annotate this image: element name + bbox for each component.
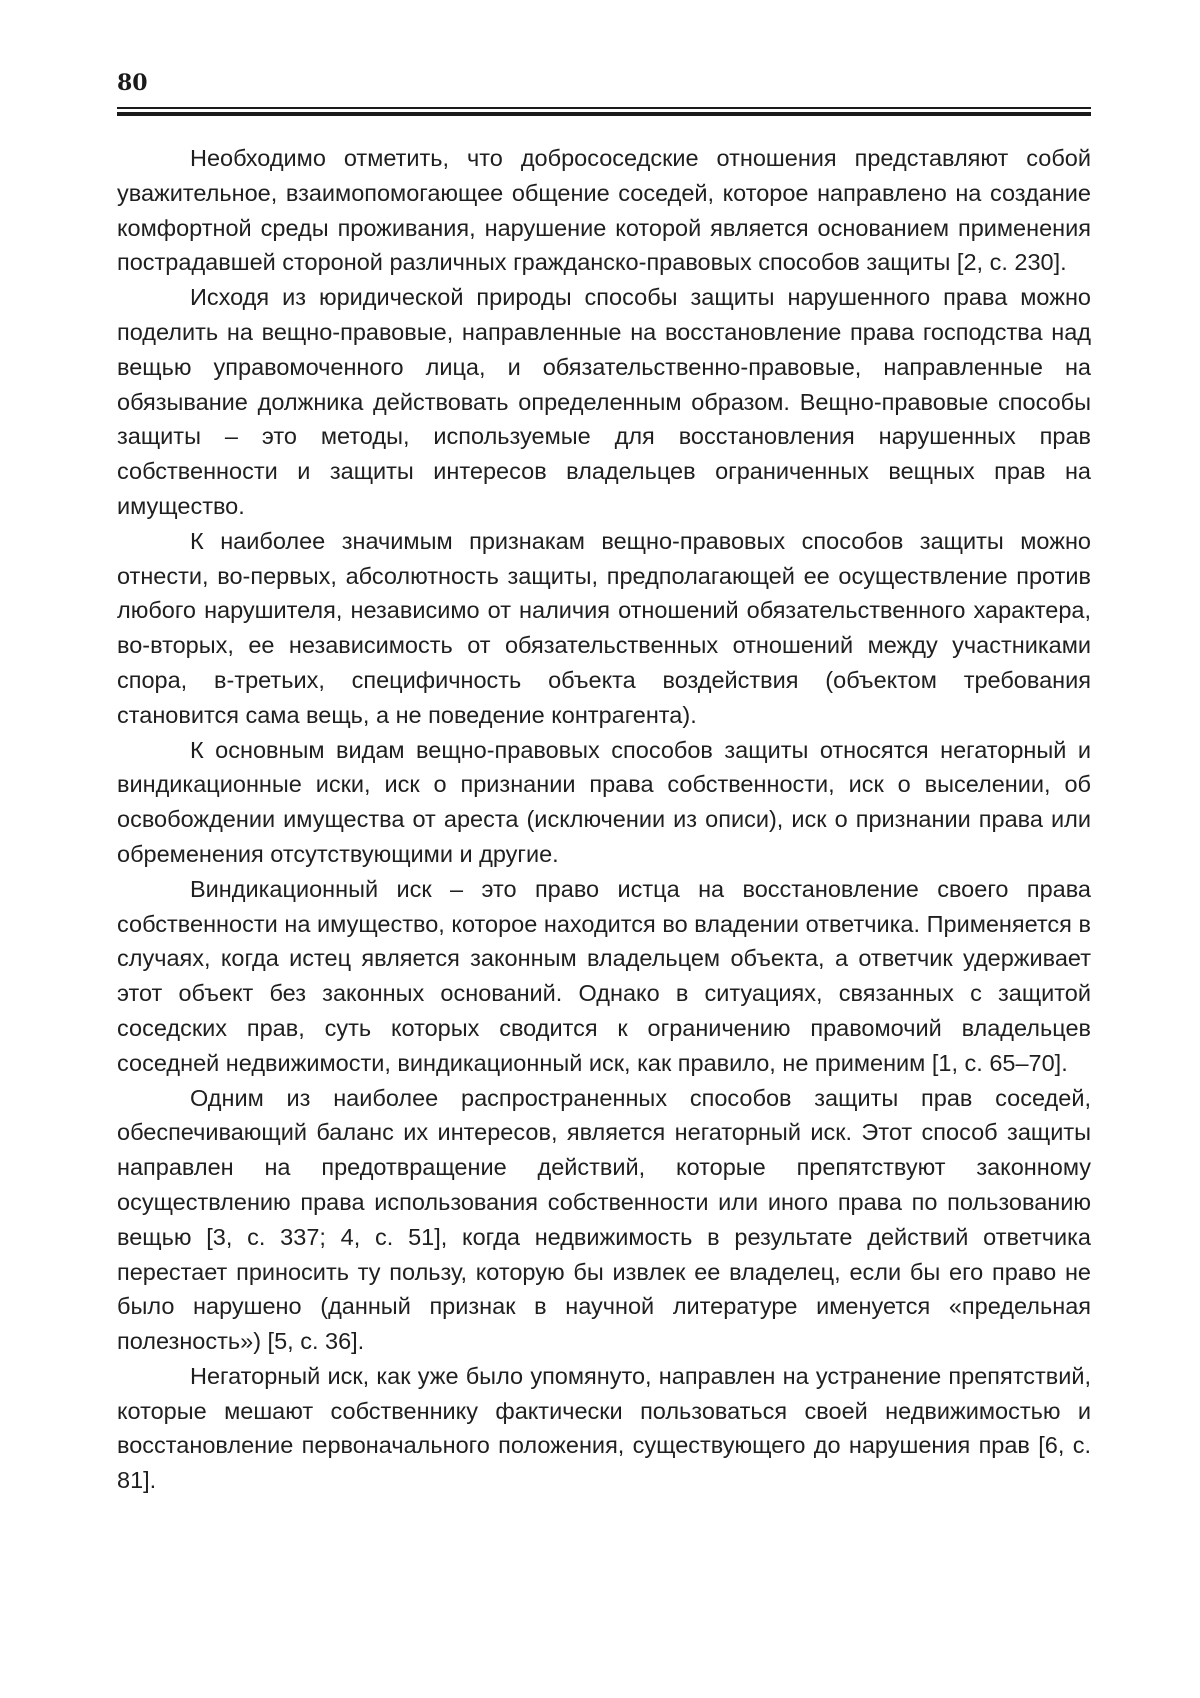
header-rule-thin	[117, 107, 1091, 109]
paragraph: К основным видам вещно-правовых способов защиты относятся негаторный и виндикационные иски, иск о признании права собственности, иск о выселении, об освобождении имущества от ареста (исключении из описи), иск о признании права или обременения отсутствующими и другие.	[117, 736, 1091, 867]
page-number: 80	[117, 70, 148, 96]
header-rule-thick	[117, 112, 1091, 116]
paragraph: К наиболее значимым признакам вещно-правовых способов защиты можно отнести, во-первых, абсолютность защиты, предполагающей ее осуществление против любого нарушителя, независимо от наличия отношений обязательственного характера, во-вторых, ее независимость от обязательственных отношений между участниками спора, в-третьих, специфичность объекта воздействия (объектом требования становится сама вещь, а не поведение контрагента).	[117, 527, 1091, 728]
paragraph: Негаторный иск, как уже было упомянуто, направлен на устранение препятствий, которые мешают собственнику фактически пользоваться своей недвижимостью и восстановление первоначального положения, существующего до нарушения прав [6, с. 81].	[117, 1362, 1091, 1494]
paragraph: Одним из наиболее распространенных способов защиты прав соседей, обеспечивающий баланс их интересов, является негаторный иск. Этот способ защиты направлен на предотвращение действий, которые препятствуют законному осуществлению права использования собственности или иного права по пользованию вещью [3, с. 337; 4, с. 51], когда недвижимость в результате действий ответчика перестает приносить ту пользу, которую бы извлек ее владелец, если бы его право не было нарушено (данный признак в научной литературе именуется «предельная полезность») [5, с. 36].	[117, 1084, 1091, 1355]
paragraph: Необходимо отметить, что добрососедские отношения представляют собой уважительное, взаимопомогающее общение соседей, которое направлено на создание комфортной среды проживания, нарушение которой является основанием применения пострадавшей стороной различных гражданско-правовых способов защиты [2, с. 230].	[117, 145, 1091, 276]
body-text	[117, 141, 1091, 1498]
paragraph: Виндикационный иск – это право истца на восстановление своего права собственности на имущество, которое находится во владении ответчика. Применяется в случаях, когда истец является законным владельцем объекта, а ответчик удерживает этот объект без законных оснований. Однако в ситуациях, связанных с защитой соседских прав, суть которых сводится к ограничению правомочий владельцев соседней недвижимости, виндикационный иск, как правило, не применим [1, с. 65–70].	[117, 875, 1091, 1076]
paragraph: Исходя из юридической природы способы защиты нарушенного права можно поделить на вещно-правовые, направленные на восстановление права господства над вещью управомоченного лица, и обязательственно-правовые, направленные на обязывание должника действовать определенным образом. Вещно-правовые способы защиты – это методы, используемые для восстановления нарушенных прав собственности и защиты интересов владельцев ограниченных вещных прав на имущество.	[117, 284, 1091, 519]
